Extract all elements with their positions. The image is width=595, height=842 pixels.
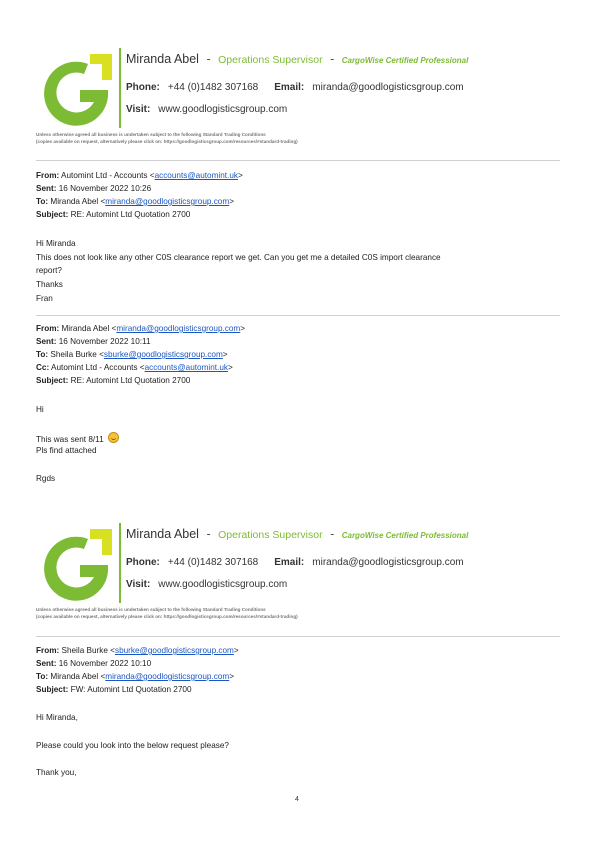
signature-contact-line: Phone: +44 (0)1482 307168 Email: miranda@goodlogisticsgroup.com — [126, 557, 464, 568]
email2-cc-link[interactable]: accounts@automint.uk — [144, 363, 228, 372]
signature-name-line: Miranda Abel - Operations Supervisor - CargoWise Certified Professional — [126, 52, 469, 66]
signature-name: Miranda Abel — [126, 52, 199, 66]
email1-body-line: Fran — [36, 294, 53, 303]
signature-website-line: Visit: www.goodlogisticsgroup.com — [126, 579, 288, 590]
email2-cc: Cc: Automint Ltd - Accounts <accounts@automint.uk> — [36, 363, 233, 372]
email1-body-line: This does not look like any other C0S clearance report we get. Can you get me a detailed C0S import clearance — [36, 253, 441, 262]
email1-body-line: Hi Miranda — [36, 239, 76, 248]
email1-from-link[interactable]: accounts@automint.uk — [154, 171, 238, 180]
email3-to: To: Miranda Abel <miranda@goodlogisticsgroup.com> — [36, 672, 234, 681]
email-signature-top — [0, 40, 595, 140]
smiley-emoji-icon — [108, 432, 119, 443]
email1-body-line: report? — [36, 266, 62, 275]
signature-role: Operations Supervisor — [218, 54, 323, 66]
email3-greeting: Hi Miranda, — [36, 713, 78, 722]
signature-phone[interactable]: +44 (0)1482 307168 — [167, 557, 259, 568]
signature-website-line: Visit: www.goodlogisticsgroup.com — [126, 104, 288, 115]
email2-subject: Subject: RE: Automint Ltd Quotation 2700 — [36, 376, 191, 385]
email3-from-link[interactable]: sburke@goodlogisticsgroup.com — [114, 646, 234, 655]
signature-email[interactable]: miranda@goodlogisticsgroup.com — [312, 82, 464, 93]
divider — [36, 315, 560, 316]
email2-to: To: Sheila Burke <sburke@goodlogisticsgroup.com> — [36, 350, 228, 359]
terms-notice: Unless otherwise agreed all business is undertaken subject to the following Standard Trading Conditions (copies available on request, alternatively please click on: https://goodlogisticsgroup.com/resources/#standard-trading) — [36, 607, 298, 619]
signature-website[interactable]: www.goodlogisticsgroup.com — [158, 579, 288, 590]
signature-divider — [119, 48, 121, 128]
company-logo-icon — [36, 525, 116, 605]
signature-name-line: Miranda Abel - Operations Supervisor - CargoWise Certified Professional — [126, 527, 469, 541]
divider — [36, 160, 560, 161]
email2-body-line: This was sent 8/11 — [36, 432, 119, 445]
email3-body-line: Please could you look into the below request please? — [36, 741, 229, 750]
email2-greeting: Hi — [36, 405, 44, 414]
signature-certification: CargoWise Certified Professional — [341, 56, 469, 65]
company-logo-icon — [36, 50, 116, 130]
email2-to-link[interactable]: sburke@goodlogisticsgroup.com — [103, 350, 223, 359]
signature-contact-line: Phone: +44 (0)1482 307168 Email: miranda@goodlogisticsgroup.com — [126, 82, 464, 93]
email3-sent: Sent: 16 November 2022 10:10 — [36, 659, 152, 668]
email1-from: From: Automint Ltd - Accounts <accounts@automint.uk> — [36, 171, 243, 180]
signature-role: Operations Supervisor — [218, 529, 323, 541]
page-number: 4 — [295, 796, 299, 803]
email3-body-line: Thank you, — [36, 768, 77, 777]
terms-notice: Unless otherwise agreed all business is undertaken subject to the following Standard Trading Conditions (copies available on request, alternatively please click on: https://goodlogisticsgroup.com/resources/#standard-trading) — [36, 132, 298, 144]
email-signature-bottom — [0, 515, 595, 615]
divider — [36, 636, 560, 637]
signature-website[interactable]: www.goodlogisticsgroup.com — [158, 104, 288, 115]
email1-body-line: Thanks — [36, 280, 63, 289]
email2-body-line: Pls find attached — [36, 446, 97, 455]
signature-divider — [119, 523, 121, 603]
signature-certification: CargoWise Certified Professional — [341, 531, 469, 540]
email3-subject: Subject: FW: Automint Ltd Quotation 2700 — [36, 685, 192, 694]
email2-from: From: Miranda Abel <miranda@goodlogisticsgroup.com> — [36, 324, 246, 333]
email1-to-link[interactable]: miranda@goodlogisticsgroup.com — [105, 197, 230, 206]
signature-email[interactable]: miranda@goodlogisticsgroup.com — [312, 557, 464, 568]
email2-sent: Sent: 16 November 2022 10:11 — [36, 337, 151, 346]
email1-subject: Subject: RE: Automint Ltd Quotation 2700 — [36, 210, 191, 219]
email2-signoff: Rgds — [36, 474, 56, 483]
signature-name: Miranda Abel — [126, 527, 199, 541]
email3-from: From: Sheila Burke <sburke@goodlogisticsgroup.com> — [36, 646, 239, 655]
email2-from-link[interactable]: miranda@goodlogisticsgroup.com — [116, 324, 241, 333]
email1-sent: Sent: 16 November 2022 10:26 — [36, 184, 152, 193]
email3-to-link[interactable]: miranda@goodlogisticsgroup.com — [105, 672, 230, 681]
signature-phone[interactable]: +44 (0)1482 307168 — [167, 82, 259, 93]
email1-to: To: Miranda Abel <miranda@goodlogisticsgroup.com> — [36, 197, 234, 206]
